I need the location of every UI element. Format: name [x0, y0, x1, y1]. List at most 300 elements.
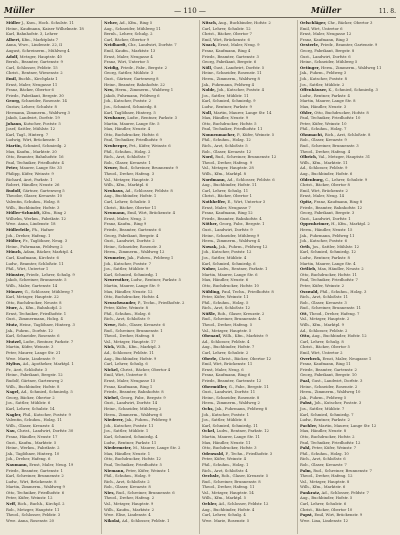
entry-surname: Neher, — [104, 20, 119, 25]
directory-entry — [104, 255, 197, 260]
entry-details: Bernh., Beamter, Gartenstr. 9 — [6, 59, 63, 65]
directory-entry — [104, 440, 197, 445]
directory-entry — [202, 289, 295, 294]
directory-entry — [104, 277, 197, 282]
directory-entry — [300, 361, 394, 366]
directory-entry — [104, 412, 197, 417]
directory-entry — [6, 76, 99, 81]
entry-details: Schmied, Schmiedg. 2 — [23, 143, 67, 149]
entry-details: Wwe. Anna, Rosenstr. 20 — [6, 517, 55, 523]
directory-entry — [300, 48, 394, 53]
entry-details: Wilh., Kfm., Marktstr. 6 — [300, 484, 346, 490]
header-right-mark: 11. 8. — [378, 8, 396, 15]
entry-details: Herm., Zimmerm., Waldweg 10 — [300, 389, 361, 395]
directory-entry — [104, 143, 197, 148]
entry-details: Friedr., Beamter, Gartenstr. 1 — [6, 467, 63, 473]
directory-entry — [202, 143, 295, 148]
entry-details: Rich., Buchh., Kirchpl. 2 — [17, 501, 65, 507]
directory-entry — [300, 221, 394, 226]
directory-entry — [6, 384, 99, 389]
directory-entry — [300, 384, 394, 389]
entry-details: H., Kfm., Marktpl. 2 — [331, 221, 370, 227]
entry-details: P., Techn., Friedhofstr. 2 — [137, 299, 185, 305]
entry-details: Rud., Schreiner, Brunnenstr. 12 — [215, 154, 277, 160]
entry-details: Wwe. Lina, Lindenstr. 12 — [300, 517, 349, 523]
entry-details: K., Schmied, Schmiedg. 3 — [328, 87, 378, 93]
directory-entry — [300, 137, 394, 142]
entry-details: Theodor, Glaser, Kreuzstr. 10 — [6, 193, 63, 199]
entry-surname: Oesterle, — [300, 42, 320, 48]
entry-surname: Münzer, — [6, 288, 24, 294]
entry-details: Aug., Schneider, Mühlweg 11 — [104, 25, 161, 31]
entry-details: Rich., Arzt, Schloßstr. 12 — [202, 305, 251, 311]
entry-details: Val., Metzger, Hauptstr. 31 — [318, 154, 371, 160]
directory-entry — [104, 417, 197, 422]
entry-details: Gust., Landwirt, Dorfstr. 14 — [104, 400, 158, 406]
directory-entry — [202, 328, 295, 333]
directory-entry — [104, 361, 197, 366]
directory-entry — [104, 227, 197, 232]
entry-details: Christ., Rentner, Wiesenstr. 2 — [6, 70, 63, 76]
directory-entry — [104, 356, 197, 361]
entry-details: Carl, Lehrer, Schulg. 6 — [104, 361, 148, 367]
entry-surname: Müller-Schmidt, — [6, 210, 41, 216]
directory-columns — [4, 20, 396, 534]
directory-entry — [6, 238, 99, 243]
directory-entry — [104, 221, 197, 226]
entry-details: Jos., Sattler, Mühlstr. 11 — [202, 92, 249, 98]
entry-details: Val., Metzger, Hauptstr. 17 — [104, 338, 156, 344]
entry-details: Otto, Buchdrucker, Hofstr. 4 — [104, 294, 159, 300]
directory-entry — [104, 378, 197, 383]
entry-surname: Niedermeier, — [104, 445, 132, 451]
directory-entry — [104, 389, 197, 394]
entry-details: Friedr., Beamter, Gartenstr. 3 — [202, 53, 259, 59]
entry-details: Joh., Kutscher, Poststr. 2 — [104, 98, 152, 104]
entry-details: Aug., Buchbinder, Hofstr. 5 — [300, 495, 353, 501]
directory-entry — [6, 149, 99, 154]
directory-entry — [202, 495, 295, 500]
entry-surname: Nagel, — [6, 389, 20, 395]
directory-entry — [6, 37, 99, 42]
directory-entry — [6, 93, 99, 98]
entry-surname: Nöther, — [202, 221, 218, 227]
directory-entry — [202, 149, 295, 154]
entry-details: Otto, Techniker, Friedhofstr. 6 — [6, 489, 65, 495]
directory-entry — [104, 294, 197, 299]
directory-entry — [202, 126, 295, 131]
entry-details: Friedr., Beamter, Gartenstr. 12 — [202, 378, 262, 383]
directory-entry — [300, 115, 394, 120]
entry-surname: Martin, — [6, 143, 22, 149]
entry-details: Ludw., Rentner, Parkstr. 11 — [104, 439, 157, 445]
column-1 — [4, 20, 102, 534]
directory-entry — [104, 188, 197, 193]
directory-entry — [300, 322, 394, 327]
directory-entry — [300, 210, 394, 215]
directory-entry — [104, 121, 197, 126]
directory-entry — [300, 372, 394, 377]
entry-surname: Papst, — [300, 512, 314, 518]
entry-details: Wilh., Kfm., Marktpl. 8 — [202, 171, 247, 177]
entry-details: Emil, Kaufm., Marktstr. 13 — [104, 47, 156, 53]
entry-surname: Neumann, — [104, 210, 126, 216]
directory-entry — [202, 333, 295, 338]
entry-details: Chr., Landwirt, Dorfstr. 7 — [128, 42, 177, 48]
entry-details: Jos., Sattler, Mühlstr. 9 — [104, 266, 149, 272]
entry-details: Max, Händler, Neustr. 11 — [202, 439, 251, 445]
directory-entry — [202, 205, 295, 210]
directory-entry — [202, 434, 295, 439]
directory-entry — [300, 93, 394, 98]
directory-entry — [300, 389, 394, 394]
entry-details: Aug., Buchbinder, Hofstr. 9 — [104, 355, 157, 361]
directory-entry — [202, 255, 295, 260]
directory-entry — [104, 233, 197, 238]
directory-entry — [300, 412, 394, 417]
entry-details: Aug., Buchbinder, Hofstr. 12 — [311, 333, 367, 339]
entry-details: Theod., Dreher, Hafeng. 3 — [104, 171, 155, 177]
directory-entry — [202, 177, 295, 182]
entry-details: Ernst, Maler, Neugasse 1 — [322, 355, 372, 361]
entry-details: Martin, Maurer, Lange Str. 12 — [318, 422, 377, 428]
entry-details: Jos., Sattler, Mühlstr. 8 — [202, 417, 247, 423]
directory-entry — [104, 501, 197, 506]
directory-entry — [300, 490, 394, 495]
entry-surname: Neumeier, — [104, 254, 126, 260]
directory-entry — [6, 311, 99, 316]
entry-details: Ad., Schlosser, Feldstr. 7 — [321, 489, 369, 495]
entry-surname: Oberle, — [202, 355, 218, 361]
entry-details: Peter, Küfer, Weinstr. 4 — [202, 456, 247, 462]
entry-surname: Adolf, — [6, 53, 19, 59]
directory-entry — [6, 227, 99, 232]
entry-details: G., Schlosser, Mühlweg 7 — [24, 288, 74, 294]
entry-details: Otto, Buchdrucker, Neustr. 8 — [6, 299, 62, 305]
directory-entry — [300, 149, 394, 154]
entry-details: Karl, Metzger, Hauptstr. 22 — [6, 294, 59, 300]
directory-entry — [300, 126, 394, 131]
entry-details: Rob., Glaser, Kreuzstr. 7 — [300, 461, 347, 467]
entry-details: Robert, Händler, Neustr. 26 — [6, 182, 60, 188]
entry-details: Ernst, Maler, Neug. 19 — [29, 461, 74, 467]
entry-details: Phil., Wirt, Untertor 1 — [6, 266, 49, 272]
entry-details: Phil., Schuhm., Holzg. 7 — [300, 126, 347, 132]
directory-entry — [104, 199, 197, 204]
directory-entry — [104, 137, 197, 142]
entry-details: Ad., Schmied, Schmiedg. 5 — [20, 389, 73, 395]
directory-entry — [6, 154, 99, 159]
directory-entry — [104, 261, 197, 266]
entry-details: Georg, Bäcker, Obertor 2 — [6, 394, 55, 400]
entry-details: G., Fabr., Bergstr. 11 — [228, 383, 269, 389]
directory-entry — [104, 473, 197, 478]
directory-entry — [6, 210, 99, 215]
directory-entry — [104, 54, 197, 59]
entry-details: Friedr., Beamter, Bahnhofstr. 8 — [104, 389, 164, 395]
entry-details: Rob., Glaser, Kreuzstr. 2 — [217, 310, 265, 316]
entry-details: Karl, Schmied, Schmiedg. 11 — [202, 422, 258, 428]
entry-details: E., Wirt, Untertor 3 — [227, 199, 266, 204]
entry-details: Theod., Dreher, Hafeng. 12 — [300, 473, 353, 479]
directory-entry — [202, 462, 295, 467]
entry-details: Ernst, Maler, Neug. 2 — [104, 215, 146, 221]
entry-details: A., Kfm., Bahnhofpl. 2 — [19, 305, 62, 311]
directory-entry — [202, 249, 295, 254]
entry-details: Heinr., Taglöhner, Hinterg. 3 — [19, 322, 75, 328]
directory-entry — [202, 221, 295, 226]
entry-details: Jakob, Landwirt, Dorfstr. 19 — [6, 115, 60, 121]
directory-entry — [300, 87, 394, 92]
entry-details: Christ., Bäcker, Obertor 8 — [300, 182, 350, 188]
directory-entry — [6, 126, 99, 131]
directory-entry — [6, 104, 99, 109]
directory-entry — [104, 160, 197, 165]
entry-details: Wilh., Maler, Gartenstr. 14 — [6, 282, 58, 288]
entry-details: Joh., Kutscher, Poststr. 1 — [202, 411, 250, 417]
directory-entry — [300, 484, 394, 489]
entry-details: Georg, Sattler, Mühlstr. 3 — [104, 70, 154, 76]
entry-details: Fr., Taglöhner, Neug. 3 — [22, 238, 68, 244]
entry-details: Friedr., Beamter, Bahnhofstr. 12 — [300, 204, 363, 210]
entry-details: Carl, Lehrer, Schulg. 8 — [300, 338, 344, 344]
entry-details: Karl, Schmied, Schmiedg. 4 — [104, 433, 158, 439]
directory-entry — [300, 31, 394, 36]
entry-details: Rob., Glaser, Kreuzstr. 9 — [300, 137, 347, 143]
directory-entry — [202, 518, 295, 523]
entry-details: Rud., Schreiner, Brunnenstr. 9 — [119, 165, 178, 171]
entry-details: Rud., Schreiner, Brunnenstr. 1 — [104, 327, 163, 333]
directory-entry — [202, 305, 295, 310]
directory-entry — [202, 412, 295, 417]
entry-surname: Nord, — [202, 154, 214, 160]
entry-details: Val., Metzger, Hauptstr. 2 — [300, 316, 350, 322]
directory-entry — [300, 507, 394, 512]
directory-entry — [202, 188, 295, 193]
directory-entry — [6, 289, 99, 294]
directory-entry — [104, 518, 197, 523]
directory-entry — [6, 82, 99, 87]
entry-surname: Nonnenmacher, — [202, 131, 236, 137]
directory-entry — [202, 406, 295, 411]
entry-details: Ernst, Maler, Neug. 6 — [202, 366, 244, 372]
entry-details: Martin, Maurer, Lange Str. 5 — [104, 120, 160, 126]
entry-details: J., Ksm., Hoch. Schulstr. 11 — [21, 20, 74, 25]
directory-entry — [6, 462, 99, 467]
entry-details: Otto, Buchdrucker, Hofstr. 12 — [104, 456, 161, 462]
directory-entry — [202, 484, 295, 489]
directory-entry — [6, 456, 99, 461]
entry-details: Christ., Bäcker, Obertor 4 — [120, 366, 171, 372]
entry-details: Gärtner, Gartenweg 5 — [22, 187, 65, 193]
directory-entry — [6, 261, 99, 266]
entry-details: Georg, Fabr., Bergstr. 9 — [120, 394, 166, 400]
directory-entry — [300, 305, 394, 310]
entry-details: Karl, Schneider, Rosenstr. 6 — [6, 333, 60, 339]
directory-entry — [6, 445, 99, 450]
directory-entry — [202, 507, 295, 512]
directory-entry — [202, 300, 295, 305]
entry-details: Jak., Fuhrm., Feldweg 9 — [125, 417, 172, 423]
entry-details: Adam, Bäcker, Marktpl. 4 — [23, 249, 73, 255]
entry-details: Franz, Kaufmann, Ring 6 — [202, 372, 251, 378]
entry-details: Karl, Schmied, Schmiedg. 7 — [300, 411, 354, 417]
directory-entry — [300, 266, 394, 271]
entry-details: Christ., Bäcker, Obertor 10 — [300, 506, 353, 512]
directory-entry — [104, 311, 197, 316]
directory-entry — [104, 451, 197, 456]
directory-entry — [300, 132, 394, 137]
entry-details: Heinr., Schneider, Mühlweg 9 — [202, 232, 260, 238]
entry-surname: Oppenheimer, — [300, 221, 330, 227]
directory-entry — [300, 468, 394, 473]
directory-entry — [104, 434, 197, 439]
entry-surname: Nickel, — [104, 366, 120, 372]
entry-surname: Münch, — [6, 249, 23, 255]
entry-surname: Niemann, — [104, 467, 125, 473]
directory-entry — [300, 462, 394, 467]
entry-details: Georg, Fabrikant, Bergstr. 10 — [300, 372, 357, 378]
directory-entry — [104, 110, 197, 115]
entry-details: Gust., Landwirt, Dorfstr. 1 — [300, 215, 351, 221]
entry-surname: Ortlieb, — [300, 266, 317, 272]
directory-entry — [300, 165, 394, 170]
entry-details: Carl, Lehrer, Schulstr. 12 — [202, 25, 251, 31]
entry-surname: Ohnmacht, — [300, 131, 324, 137]
entry-details: Carl, Lehrer, Schulg. 11 — [202, 187, 249, 193]
directory-entry — [6, 428, 99, 433]
directory-entry — [6, 20, 99, 25]
entry-details: Friedr., Beamter, Gartenstr. 6 — [104, 226, 161, 232]
directory-entry — [6, 361, 99, 366]
entry-details: Rud., Schreiner, Brunnenstr. 4 — [202, 316, 261, 322]
directory-entry — [202, 165, 295, 170]
directory-entry — [300, 512, 394, 517]
directory-entry — [104, 193, 197, 198]
directory-entry — [202, 121, 295, 126]
directory-entry — [6, 412, 99, 417]
entry-details: Jak., Fuhrmann, Feldweg 11 — [300, 232, 355, 238]
directory-entry — [300, 199, 394, 204]
entry-details: Phil., Schuhm., Holzg. 2 — [104, 148, 151, 154]
directory-entry — [104, 445, 197, 450]
entry-surname: Murr, — [6, 305, 19, 311]
entry-details: Ludwig, Wirt, Brückenstr. 1 — [6, 137, 60, 143]
entry-details: Jakob, Schreiner, Brunnenstr. 5 — [6, 277, 67, 283]
entry-details: Rob., Metzger, Hauptstr. 11 — [6, 506, 60, 512]
directory-entry — [202, 42, 295, 47]
entry-details: Max, Händler, Neustr. 1 — [104, 450, 151, 456]
directory-entry — [6, 473, 99, 478]
entry-details: Jos., Sattler, Mühlstr. 12 — [312, 243, 360, 249]
entry-surname: Peter, — [6, 165, 19, 171]
directory-entry — [6, 42, 99, 47]
directory-entry — [300, 395, 394, 400]
entry-details: Heinr., Schneider, Rosenstr. 8 — [202, 394, 260, 400]
entry-surname: Overbeck, — [300, 355, 322, 361]
directory-entry — [104, 70, 197, 75]
entry-details: Martin, Maurer, Lange Str. 8 — [300, 98, 356, 104]
directory-entry — [202, 451, 295, 456]
entry-surname: Osswald, — [300, 288, 319, 294]
entry-surname: Pachler, — [300, 422, 318, 428]
entry-details: Emil, Wirt, Untertor 6 — [300, 25, 343, 31]
directory-entry — [202, 490, 295, 495]
entry-surname: Otto, — [300, 333, 311, 339]
entry-details: Herm., Zimmerm., Waldweg 11 — [321, 64, 382, 70]
directory-entry — [300, 205, 394, 210]
directory-entry — [202, 350, 295, 355]
entry-details: Ad., Schlosser, Feldstr. 9 — [300, 165, 348, 171]
directory-entry — [104, 479, 197, 484]
entry-details: Paul, Techniker, Friedhofstr. 7 — [300, 277, 358, 283]
entry-details: Max, Händler, Neustr. 4 — [104, 126, 151, 132]
entry-details: Theod., Dreher, Hafeng. 8 — [104, 333, 155, 339]
directory-entry — [202, 479, 295, 484]
directory-entry — [104, 384, 197, 389]
directory-entry — [202, 110, 295, 115]
directory-entry — [6, 121, 99, 126]
directory-entry — [6, 495, 99, 500]
entry-details: Jos., Sattler, Mühlstr. 1 — [104, 428, 149, 434]
entry-details: Gust., Landwirt, Dorfstr. 3 — [311, 378, 363, 383]
directory-entry — [6, 434, 99, 439]
entry-details: Kfm., Marktplatz 7 — [21, 36, 59, 42]
entry-details: Anna, Wwe., Lindenstr. 22, II — [6, 42, 63, 48]
directory-entry — [300, 495, 394, 500]
directory-entry — [104, 333, 197, 338]
directory-entry — [104, 26, 197, 31]
entry-details: Buchh., Kirchplatz 1 — [18, 75, 58, 81]
entry-details: Paul, Techniker, Friedhofstr. 5 — [104, 461, 162, 467]
entry-surname: Obenauf, — [202, 333, 222, 339]
directory-entry — [202, 182, 295, 187]
directory-entry — [300, 356, 394, 361]
directory-entry — [300, 328, 394, 333]
directory-entry — [6, 294, 99, 299]
directory-entry — [202, 20, 295, 25]
directory-entry — [300, 143, 394, 148]
directory-entry — [300, 417, 394, 422]
entry-details: Georg, Fabr., Bergstr. 1 — [219, 221, 265, 227]
entry-details: Friedr., Beamter, Gartenstr. 9 — [320, 42, 378, 48]
entry-details: Ludw., Rentner, Parkstr. 9 — [202, 103, 252, 109]
directory-entry — [6, 305, 99, 310]
entry-details: Otto, Buchdrucker, Hofstr. 3 — [202, 445, 257, 451]
directory-entry — [300, 244, 394, 249]
entry-details: Emil, Wirt, Untertor 8 — [104, 372, 147, 378]
entry-details: Jak., Fuhrm., Feldweg 1 — [127, 254, 174, 260]
directory-entry — [202, 98, 295, 103]
directory-entry — [300, 76, 394, 81]
directory-entry — [202, 356, 295, 361]
entry-details: Georg, Fabrikant, Bergstr. 6 — [202, 59, 257, 65]
entry-details: Otto, Buchdrucker, Hofstr. 10 — [202, 282, 259, 288]
entry-details: Karl, Schmied, Schmiedg. 1 — [104, 271, 158, 277]
entry-details: Joh., Kutscher, Poststr. 7 — [104, 260, 152, 266]
entry-details: Ludw., Rentner, Parkstr. 12 — [216, 428, 269, 434]
directory-entry — [202, 132, 295, 137]
entry-details: Aug., Buchbinder, Hofstr. 11 — [202, 182, 257, 188]
entry-details: Philipp, Küfer, Weinstr. 9 — [6, 171, 54, 177]
directory-entry — [6, 440, 99, 445]
entry-surname: Nöll, — [202, 64, 213, 70]
directory-entry — [300, 428, 394, 433]
entry-surname: Emil, — [6, 75, 18, 81]
directory-entry — [300, 423, 394, 428]
directory-entry — [6, 518, 99, 523]
entry-details: Joh., Kutscher, Poststr. 8 — [300, 75, 348, 81]
